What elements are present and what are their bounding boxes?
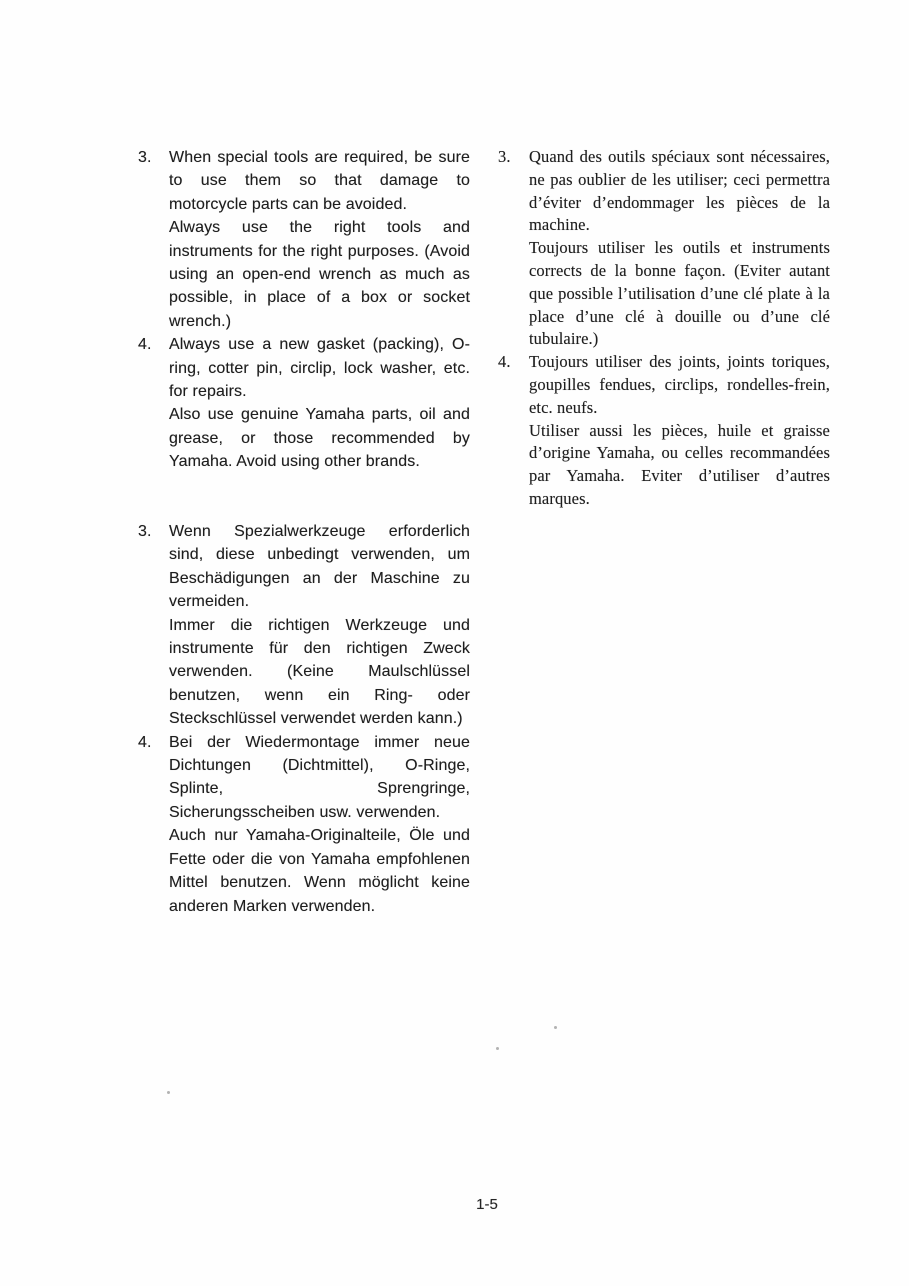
list-item-text <box>169 520 470 731</box>
list-item-number: 4. <box>498 352 511 372</box>
paragraph: Also use genuine Yamaha parts, oil and grease, or those recommended by Yamaha. Avoid using other brands. <box>169 406 470 471</box>
list-item-de-4 <box>138 731 470 918</box>
scan-speck <box>554 1026 557 1029</box>
list-item-text <box>169 146 470 333</box>
scan-speck <box>167 1091 170 1094</box>
list-item-fr-4 <box>498 351 830 511</box>
paragraph: Bei der Wiedermontage immer neue Dichtungen (Dichtmittel), O-Ringe, Splinte, Sprengringe, Sicherungsscheiben usw. verwenden. <box>169 733 470 821</box>
list-item-de-3 <box>138 520 470 731</box>
paragraph: Immer die richtigen Werkzeuge und instrumente für den richtigen Zweck verwenden. (Keine Maulschlüssel benutzen, wenn ein Ring- oder Steckschlüssel verwendet werden kann.) <box>169 616 470 728</box>
list-item-text <box>169 731 470 918</box>
paragraph: Always use the right tools and instruments for the right purposes. (Avoid using an open-end wrench as much as possible, in place of a box or socket wrench.) <box>169 219 470 330</box>
list-item-number: 4. <box>138 336 152 354</box>
scan-speck <box>496 1047 499 1050</box>
list-item-text <box>529 351 830 511</box>
list-item-en-3 <box>138 146 470 333</box>
paragraph: When special tools are required, be sure to use them so that damage to motorcycle parts can be avoided. <box>169 149 470 213</box>
german-section <box>138 520 470 918</box>
list-item-number: 3. <box>498 147 511 166</box>
english-section <box>138 146 470 474</box>
list-item-en-4 <box>138 333 470 473</box>
list-item-number: 3. <box>138 149 152 166</box>
list-item-number: 4. <box>138 733 152 751</box>
paragraph: Wenn Spezialwerkzeuge erforderlich sind, diese unbedingt verwenden, um Beschädigungen an der Maschine zu vermeiden. <box>169 523 470 611</box>
french-section <box>498 146 830 511</box>
list-item-number: 3. <box>138 523 152 540</box>
paragraph: Toujours utiliser les outils et instruments corrects de la bonne façon. (Eviter autant que possible l’utilisation d’une clé plate à la place d’une clé à douille ou d’une clé tubulaire.) <box>529 238 830 349</box>
paragraph: Toujours utiliser des joints, joints toriques, goupilles fendues, circlips, rondelles-frein, etc. neufs. <box>529 352 830 417</box>
list-item-text <box>169 333 470 473</box>
paragraph: Quand des outils spéciaux sont nécessaires, ne pas oublier de les utiliser; ceci permettra d’éviter d’endommager les pièces de la machine. <box>529 147 830 235</box>
paragraph: Auch nur Yamaha-Originalteile, Öle und Fette oder die von Yamaha empfohlenen Mittel benutzen. Wenn möglicht keine anderen Marken verwenden. <box>169 827 470 915</box>
page-number: 1-5 <box>476 1196 498 1213</box>
paragraph: Always use a new gasket (packing), O-ring, cotter pin, circlip, lock washer, etc. for repairs. <box>169 336 470 401</box>
list-item-fr-3 <box>498 146 830 351</box>
paragraph: Utiliser aussi les pièces, huile et graisse d’origine Yamaha, ou celles recommandées par Yamaha. Eviter d’utiliser d’autres marques. <box>529 420 830 508</box>
list-item-text <box>529 146 830 351</box>
